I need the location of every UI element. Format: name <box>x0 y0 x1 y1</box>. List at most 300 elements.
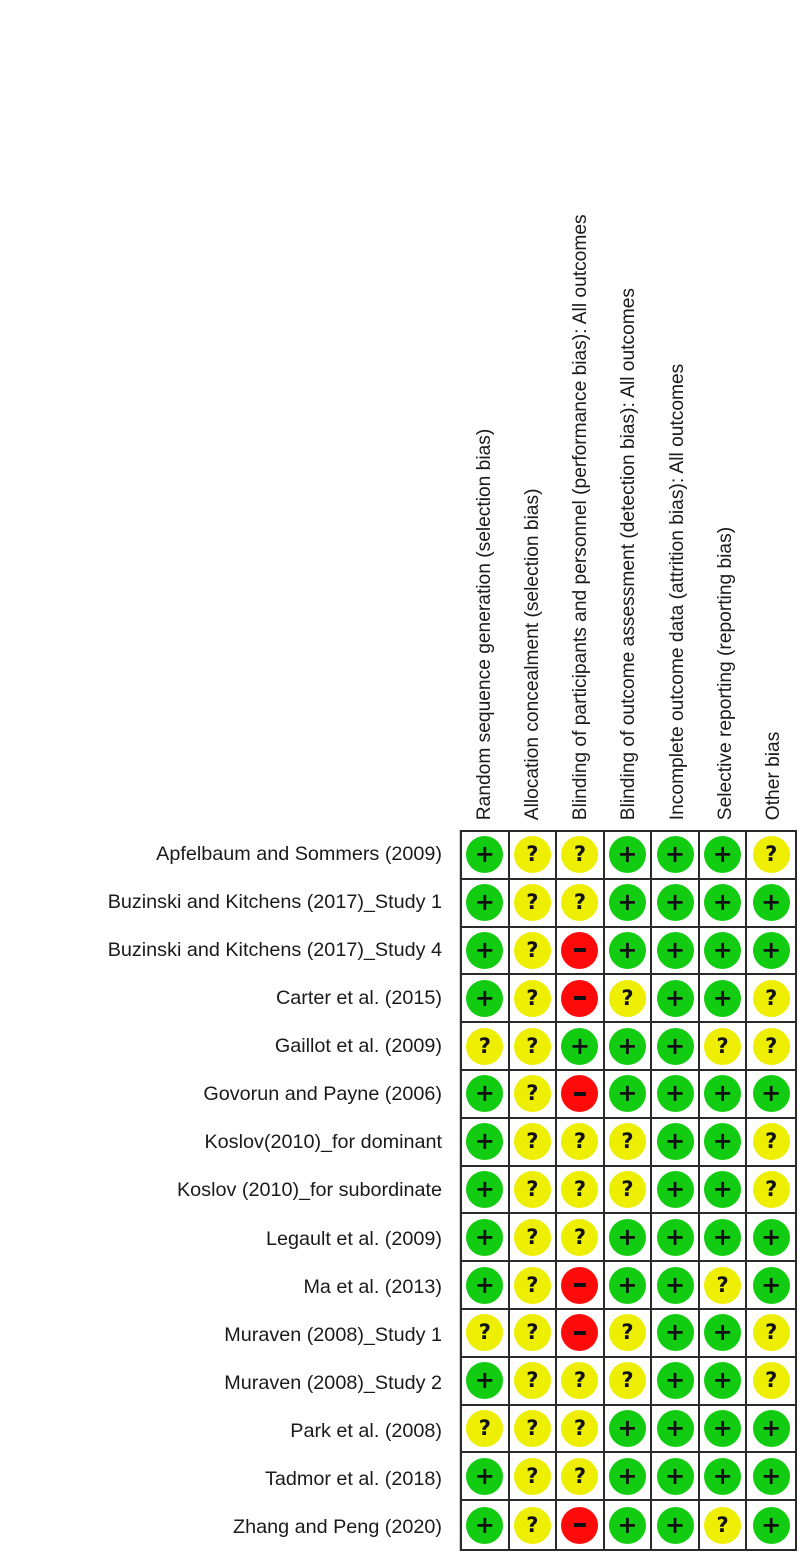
unclear-risk-question-icon <box>704 1507 741 1544</box>
question-glyph: ? <box>526 1176 539 1201</box>
low-risk-plus-icon <box>704 1075 741 1112</box>
grid-cell <box>605 1167 653 1215</box>
unclear-risk-question-icon <box>466 1314 503 1351</box>
grid-cell <box>462 1214 510 1262</box>
plus-glyph: + <box>712 935 733 964</box>
question-glyph: ? <box>526 1224 539 1249</box>
grid-cell <box>605 1262 653 1310</box>
plus-glyph: + <box>761 935 782 964</box>
grid-cell <box>747 1358 795 1406</box>
question-glyph: ? <box>478 1320 491 1345</box>
plus-glyph: + <box>617 1222 638 1251</box>
grid-cell <box>510 1023 558 1071</box>
plus-glyph: + <box>617 1270 638 1299</box>
low-risk-plus-icon <box>704 932 741 969</box>
grid-cell <box>747 1262 795 1310</box>
grid-cell <box>652 1453 700 1501</box>
question-glyph: ? <box>478 1415 491 1440</box>
question-glyph: ? <box>526 1368 539 1393</box>
unclear-risk-question-icon <box>609 1314 646 1351</box>
study-label: Ma et al. (2013) <box>303 1275 442 1298</box>
unclear-risk-question-icon <box>561 1171 598 1208</box>
study-label: Tadmor et al. (2018) <box>264 1467 442 1490</box>
unclear-risk-question-icon <box>753 1362 790 1399</box>
high-risk-minus-icon <box>561 932 598 969</box>
plus-glyph: + <box>712 1127 733 1156</box>
plus-glyph: + <box>617 1461 638 1490</box>
grid-cell <box>605 975 653 1023</box>
plus-glyph: + <box>665 1127 686 1156</box>
grid-cell <box>557 1071 605 1119</box>
grid-cell <box>510 1119 558 1167</box>
plus-glyph: + <box>474 888 495 917</box>
plus-glyph: + <box>474 840 495 869</box>
plus-glyph: + <box>665 1413 686 1442</box>
grid-cell <box>605 1214 653 1262</box>
unclear-risk-question-icon <box>753 1123 790 1160</box>
grid-cell <box>510 1310 558 1358</box>
grid-cell <box>510 1453 558 1501</box>
question-glyph: ? <box>765 842 778 867</box>
question-glyph: ? <box>526 1033 539 1058</box>
risk-of-bias-grid <box>460 830 797 1551</box>
grid-cell <box>605 1023 653 1071</box>
grid-cell <box>605 832 653 880</box>
grid-cell <box>605 1358 653 1406</box>
unclear-risk-question-icon <box>704 1267 741 1304</box>
plus-glyph: + <box>474 1366 495 1395</box>
column-header <box>460 0 508 820</box>
grid-cell <box>652 1501 700 1549</box>
low-risk-plus-icon <box>753 932 790 969</box>
study-label: Carter et al. (2015) <box>275 987 442 1010</box>
grid-cell <box>510 928 558 976</box>
grid-cell <box>652 1214 700 1262</box>
grid-cell <box>462 1119 510 1167</box>
grid-cell <box>652 928 700 976</box>
column-header-label: Selective reporting (reporting bias) <box>714 526 736 820</box>
grid-cell <box>747 1406 795 1454</box>
low-risk-plus-icon <box>657 836 694 873</box>
grid-cell <box>510 1358 558 1406</box>
unclear-risk-question-icon <box>514 1219 551 1256</box>
unclear-risk-question-icon <box>561 884 598 921</box>
study-label: Legault et al. (2009) <box>266 1227 442 1250</box>
grid-cell <box>747 1071 795 1119</box>
low-risk-plus-icon <box>466 980 503 1017</box>
plus-glyph: + <box>665 983 686 1012</box>
question-glyph: ? <box>765 1033 778 1058</box>
grid-cell <box>700 880 748 928</box>
unclear-risk-question-icon <box>514 1028 551 1065</box>
grid-cell <box>700 1453 748 1501</box>
grid-cell <box>462 1453 510 1501</box>
plus-glyph: + <box>665 1318 686 1347</box>
grid-cell <box>510 880 558 928</box>
low-risk-plus-icon <box>609 1507 646 1544</box>
unclear-risk-question-icon <box>514 980 551 1017</box>
low-risk-plus-icon <box>753 1267 790 1304</box>
grid-cell <box>652 1071 700 1119</box>
plus-glyph: + <box>665 1031 686 1060</box>
plus-glyph: + <box>712 983 733 1012</box>
low-risk-plus-icon <box>609 1075 646 1112</box>
plus-glyph: + <box>712 1366 733 1395</box>
plus-glyph: + <box>761 1413 782 1442</box>
grid-cell <box>510 832 558 880</box>
grid-cell <box>700 1214 748 1262</box>
plus-glyph: + <box>474 935 495 964</box>
plus-glyph: + <box>712 1079 733 1108</box>
question-glyph: ? <box>526 1512 539 1537</box>
plus-glyph: + <box>474 1510 495 1539</box>
plus-glyph: + <box>665 888 686 917</box>
plus-glyph: + <box>617 1031 638 1060</box>
low-risk-plus-icon <box>657 1075 694 1112</box>
question-glyph: ? <box>526 1272 539 1297</box>
grid-cell <box>557 1406 605 1454</box>
grid-cell <box>700 1310 748 1358</box>
plus-glyph: + <box>665 840 686 869</box>
low-risk-plus-icon <box>657 1314 694 1351</box>
minus-glyph <box>574 1331 586 1335</box>
low-risk-plus-icon <box>609 1458 646 1495</box>
unclear-risk-question-icon <box>514 1314 551 1351</box>
grid-cell <box>462 1167 510 1215</box>
grid-cell <box>652 1406 700 1454</box>
plus-glyph: + <box>712 1222 733 1251</box>
low-risk-plus-icon <box>466 1075 503 1112</box>
low-risk-plus-icon <box>657 1171 694 1208</box>
grid-cell <box>605 1501 653 1549</box>
question-glyph: ? <box>573 1176 587 1201</box>
grid-cell <box>652 1167 700 1215</box>
unclear-risk-question-icon <box>514 1458 551 1495</box>
low-risk-plus-icon <box>609 836 646 873</box>
grid-cell <box>700 975 748 1023</box>
column-header-label: Random sequence generation (selection bias) <box>473 428 495 820</box>
unclear-risk-question-icon <box>753 980 790 1017</box>
grid-cell <box>462 975 510 1023</box>
study-label: Gaillot et al. (2009) <box>274 1035 442 1058</box>
high-risk-minus-icon <box>561 1075 598 1112</box>
low-risk-plus-icon <box>657 1362 694 1399</box>
column-header-label: Allocation concealment (selection bias) <box>522 488 543 820</box>
low-risk-plus-icon <box>704 1219 741 1256</box>
question-glyph: ? <box>621 1176 634 1201</box>
low-risk-plus-icon <box>704 1458 741 1495</box>
grid-cell <box>747 1501 795 1549</box>
low-risk-plus-icon <box>657 980 694 1017</box>
grid-cell <box>652 1262 700 1310</box>
grid-cell <box>557 1358 605 1406</box>
grid-cell <box>652 832 700 880</box>
study-label: Apfelbaum and Sommers (2009) <box>156 843 442 865</box>
grid-cell <box>557 1119 605 1167</box>
question-glyph: ? <box>526 890 539 915</box>
low-risk-plus-icon <box>466 884 503 921</box>
plus-glyph: + <box>761 1461 782 1490</box>
plus-glyph: + <box>712 1318 733 1347</box>
grid-cell <box>605 1310 653 1358</box>
study-label: Muraven (2008)_Study 2 <box>224 1371 442 1394</box>
high-risk-minus-icon <box>561 1267 598 1304</box>
plus-glyph: + <box>665 1222 686 1251</box>
low-risk-plus-icon <box>657 1410 694 1447</box>
plus-glyph: + <box>474 1127 495 1156</box>
grid-cell <box>605 1453 653 1501</box>
grid-cell <box>652 1358 700 1406</box>
grid-cell <box>747 1119 795 1167</box>
unclear-risk-question-icon <box>753 1314 790 1351</box>
plus-glyph: + <box>712 888 733 917</box>
grid-cell <box>510 975 558 1023</box>
grid-cell <box>462 1262 510 1310</box>
low-risk-plus-icon <box>609 1267 646 1304</box>
column-header-label: Incomplete outcome data (attrition bias): All outcomes <box>666 363 688 820</box>
column-header <box>604 0 652 820</box>
plus-glyph: + <box>617 840 638 869</box>
grid-cell <box>700 928 748 976</box>
question-glyph: ? <box>526 985 539 1010</box>
unclear-risk-question-icon <box>561 1410 598 1447</box>
plus-glyph: + <box>665 1174 686 1203</box>
grid-cell <box>747 880 795 928</box>
plus-glyph: + <box>617 1510 638 1539</box>
grid-cell <box>557 880 605 928</box>
question-glyph: ? <box>765 1368 778 1393</box>
unclear-risk-question-icon <box>514 1362 551 1399</box>
question-glyph: ? <box>526 1320 539 1345</box>
plus-glyph: + <box>474 1461 495 1490</box>
grid-cell <box>557 1453 605 1501</box>
column-header <box>508 0 556 820</box>
low-risk-plus-icon <box>466 932 503 969</box>
low-risk-plus-icon <box>609 1219 646 1256</box>
minus-glyph <box>574 1283 586 1287</box>
low-risk-plus-icon <box>466 1219 503 1256</box>
low-risk-plus-icon <box>609 884 646 921</box>
question-glyph: ? <box>573 1129 587 1154</box>
grid-cell <box>605 928 653 976</box>
plus-glyph: + <box>712 840 733 869</box>
grid-cell <box>462 880 510 928</box>
low-risk-plus-icon <box>753 1075 790 1112</box>
minus-glyph <box>574 948 586 952</box>
unclear-risk-question-icon <box>561 1219 598 1256</box>
unclear-risk-question-icon <box>753 836 790 873</box>
grid-cell <box>747 832 795 880</box>
plus-glyph: + <box>665 1461 686 1490</box>
question-glyph: ? <box>573 842 587 867</box>
question-glyph: ? <box>621 1129 634 1154</box>
low-risk-plus-icon <box>657 1507 694 1544</box>
minus-glyph <box>574 996 586 1000</box>
unclear-risk-question-icon <box>609 1171 646 1208</box>
plus-glyph: + <box>474 1079 495 1108</box>
grid-cell <box>747 1453 795 1501</box>
question-glyph: ? <box>621 985 634 1010</box>
grid-cell <box>557 1262 605 1310</box>
column-header <box>701 0 749 820</box>
grid-cell <box>462 1023 510 1071</box>
plus-glyph: + <box>665 935 686 964</box>
low-risk-plus-icon <box>753 1219 790 1256</box>
plus-glyph: + <box>474 1222 495 1251</box>
low-risk-plus-icon <box>609 1028 646 1065</box>
unclear-risk-question-icon <box>561 1362 598 1399</box>
plus-glyph: + <box>761 1270 782 1299</box>
grid-cell <box>510 1406 558 1454</box>
low-risk-plus-icon <box>657 1028 694 1065</box>
unclear-risk-question-icon <box>514 1507 551 1544</box>
plus-glyph: + <box>617 1079 638 1108</box>
unclear-risk-question-icon <box>609 1362 646 1399</box>
grid-cell <box>652 1310 700 1358</box>
grid-cell <box>700 1358 748 1406</box>
plus-glyph: + <box>617 888 638 917</box>
grid-cell <box>700 1023 748 1071</box>
low-risk-plus-icon <box>561 1028 598 1065</box>
study-label: Koslov(2010)_for dominant <box>204 1131 442 1154</box>
grid-cell <box>700 1071 748 1119</box>
low-risk-plus-icon <box>704 1362 741 1399</box>
question-glyph: ? <box>621 1320 634 1345</box>
plus-glyph: + <box>761 888 782 917</box>
question-glyph: ? <box>765 985 778 1010</box>
column-header <box>556 0 604 820</box>
grid-cell <box>510 1501 558 1549</box>
question-glyph: ? <box>765 1176 778 1201</box>
question-glyph: ? <box>573 1368 587 1393</box>
unclear-risk-question-icon <box>514 1123 551 1160</box>
plus-glyph: + <box>617 1413 638 1442</box>
column-header-label: Blinding of outcome assessment (detection bias): All outcomes <box>618 287 640 820</box>
grid-cell <box>700 1167 748 1215</box>
question-glyph: ? <box>765 1320 778 1345</box>
unclear-risk-question-icon <box>609 980 646 1017</box>
grid-cell <box>557 975 605 1023</box>
grid-cell <box>462 1358 510 1406</box>
unclear-risk-question-icon <box>561 836 598 873</box>
study-label: Govorun and Payne (2006) <box>203 1083 442 1106</box>
question-glyph: ? <box>526 937 539 962</box>
study-label: Koslov (2010)_for subordinate <box>176 1179 442 1202</box>
grid-cell <box>747 928 795 976</box>
question-glyph: ? <box>716 1033 729 1058</box>
plus-glyph: + <box>712 1174 733 1203</box>
grid-cell <box>652 1119 700 1167</box>
unclear-risk-question-icon <box>514 1171 551 1208</box>
grid-cell <box>747 975 795 1023</box>
plus-glyph: + <box>665 1510 686 1539</box>
question-glyph: ? <box>526 1129 539 1154</box>
question-glyph: ? <box>573 890 587 915</box>
grid-cell <box>700 1406 748 1454</box>
low-risk-plus-icon <box>466 1267 503 1304</box>
grid-cell <box>462 1071 510 1119</box>
plus-glyph: + <box>665 1079 686 1108</box>
low-risk-plus-icon <box>704 1123 741 1160</box>
grid-cell <box>652 1023 700 1071</box>
low-risk-plus-icon <box>753 1458 790 1495</box>
plus-glyph: + <box>761 1079 782 1108</box>
question-glyph: ? <box>621 1368 634 1393</box>
low-risk-plus-icon <box>704 1314 741 1351</box>
study-label: Buzinski and Kitchens (2017)_Study 1 <box>107 891 442 914</box>
low-risk-plus-icon <box>753 1410 790 1447</box>
grid-cell <box>700 1501 748 1549</box>
grid-cell <box>605 1119 653 1167</box>
unclear-risk-question-icon <box>514 884 551 921</box>
grid-cell <box>652 880 700 928</box>
study-label: Buzinski and Kitchens (2017)_Study 4 <box>107 939 442 962</box>
grid-cell <box>557 1214 605 1262</box>
grid-cell <box>557 1501 605 1549</box>
question-glyph: ? <box>573 1224 587 1249</box>
unclear-risk-question-icon <box>704 1028 741 1065</box>
low-risk-plus-icon <box>704 1410 741 1447</box>
grid-cell <box>605 1071 653 1119</box>
grid-cell <box>557 1310 605 1358</box>
study-label: Muraven (2008)_Study 1 <box>224 1323 442 1346</box>
low-risk-plus-icon <box>466 836 503 873</box>
grid-cell <box>462 1310 510 1358</box>
column-header <box>653 0 701 820</box>
question-glyph: ? <box>526 1415 539 1440</box>
low-risk-plus-icon <box>466 1171 503 1208</box>
grid-cell <box>510 1262 558 1310</box>
question-glyph: ? <box>573 1415 587 1440</box>
grid-cell <box>462 1501 510 1549</box>
unclear-risk-question-icon <box>609 1123 646 1160</box>
low-risk-plus-icon <box>704 1171 741 1208</box>
plus-glyph: + <box>474 1270 495 1299</box>
grid-cell <box>510 1071 558 1119</box>
grid-cell <box>605 880 653 928</box>
question-glyph: ? <box>716 1512 729 1537</box>
unclear-risk-question-icon <box>514 1267 551 1304</box>
unclear-risk-question-icon <box>753 1028 790 1065</box>
column-header <box>749 0 797 820</box>
question-glyph: ? <box>765 1129 778 1154</box>
study-label: Park et al. (2008) <box>290 1419 442 1442</box>
low-risk-plus-icon <box>466 1362 503 1399</box>
unclear-risk-question-icon <box>561 1458 598 1495</box>
plus-glyph: + <box>474 1174 495 1203</box>
grid-cell <box>557 1167 605 1215</box>
plus-glyph: + <box>712 1413 733 1442</box>
unclear-risk-question-icon <box>753 1171 790 1208</box>
study-label: Zhang and Peng (2020) <box>233 1515 442 1538</box>
high-risk-minus-icon <box>561 1507 598 1544</box>
grid-cell <box>747 1167 795 1215</box>
unclear-risk-question-icon <box>514 1410 551 1447</box>
question-glyph: ? <box>526 842 539 867</box>
plus-glyph: + <box>761 1222 782 1251</box>
grid-cell <box>510 1214 558 1262</box>
low-risk-plus-icon <box>609 1410 646 1447</box>
low-risk-plus-icon <box>704 884 741 921</box>
low-risk-plus-icon <box>609 932 646 969</box>
unclear-risk-question-icon <box>466 1410 503 1447</box>
question-glyph: ? <box>478 1033 491 1058</box>
column-header-label: Blinding of participants and personnel (performance bias): All outcomes <box>570 214 592 820</box>
grid-cell <box>557 1023 605 1071</box>
grid-cell <box>557 928 605 976</box>
unclear-risk-question-icon <box>514 932 551 969</box>
grid-cell <box>462 1406 510 1454</box>
